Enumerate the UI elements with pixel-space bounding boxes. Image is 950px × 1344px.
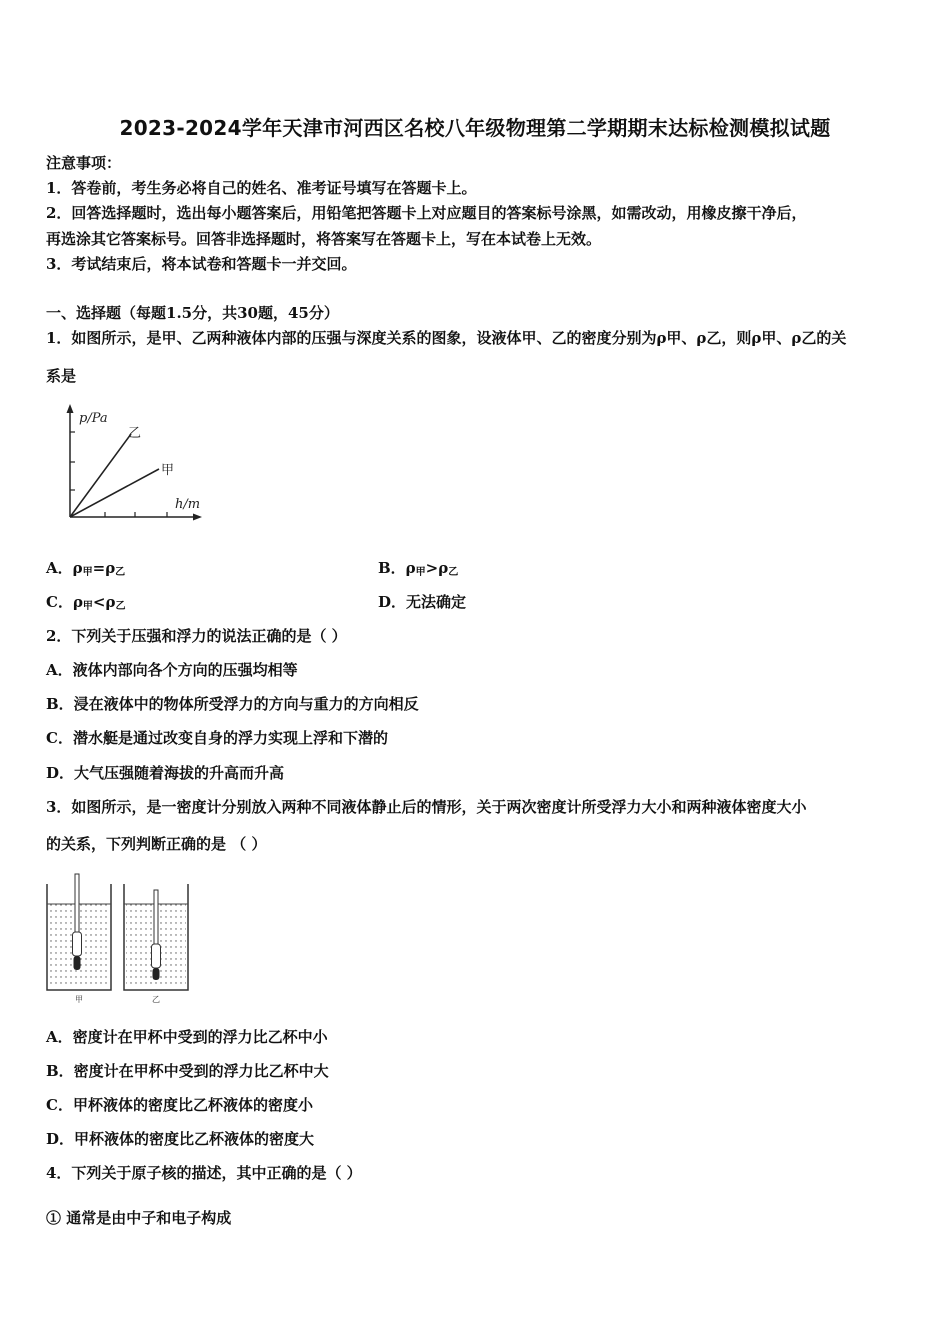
y-axis-arrow-icon xyxy=(67,404,74,413)
q1-option-d: D．无法确定 xyxy=(378,593,467,611)
beaker-yi xyxy=(124,884,188,990)
question-4-stem: 4．下列关于原子核的描述，其中正确的是（ ） xyxy=(46,1164,362,1182)
q1-option-b: B．ρ甲>ρ乙 xyxy=(378,559,459,578)
x-axis-label: h/m xyxy=(175,497,201,512)
line-yi-label: 乙 xyxy=(128,426,142,441)
notice-item: 再选涂其它答案标号。回答非选择题时，将答案写在答题卡上，写在本试卷上无效。 xyxy=(46,230,602,248)
question-3-stem: 3．如图所示，是一密度计分别放入两种不同液体静止后的情形，关于两次密度计所受浮力大小和两种液体密度大小 xyxy=(46,798,807,816)
page-title: 2023-2024学年天津市河西区名校八年级物理第二学期期末达标检测模拟试题 xyxy=(119,116,831,140)
line-yi xyxy=(70,434,131,517)
q4-item-1: ① 通常是由中子和电子构成 xyxy=(46,1209,232,1227)
q3-option-d: D．甲杯液体的密度比乙杯液体的密度大 xyxy=(46,1130,315,1148)
q1-option-c: C．ρ甲<ρ乙 xyxy=(46,593,126,612)
q2-option-c: C．潜水艇是通过改变自身的浮力实现上浮和下潜的 xyxy=(46,729,388,747)
y-axis-label: p/Pa xyxy=(79,411,108,426)
line-jia xyxy=(70,469,159,517)
section-heading: 一、选择题（每题1.5分，共30题，45分） xyxy=(46,304,339,322)
q2-option-d: D．大气压强随着海拔的升高而升高 xyxy=(46,764,285,782)
line-jia-label: 甲 xyxy=(161,463,175,478)
notice-item: 3．考试结束后，将本试卷和答题卡一并交回。 xyxy=(46,255,357,273)
question-2-stem: 2．下列关于压强和浮力的说法正确的是（ ） xyxy=(46,627,347,645)
question-1-stem: 1．如图所示，是甲、乙两种液体内部的压强与深度关系的图象，设液体甲、乙的密度分别为ρ甲、ρ乙，则ρ甲、ρ乙的关 xyxy=(46,329,847,347)
beaker-jia xyxy=(47,874,111,990)
notice-item: 2．回答选择题时，选出每小题答案后，用铅笔把答题卡上对应题目的答案标号涂黑，如需改动，用橡皮擦干净后， xyxy=(46,204,807,222)
q1-option-a: A．ρ甲=ρ乙 xyxy=(46,559,126,578)
q3-option-a: A．密度计在甲杯中受到的浮力比乙杯中小 xyxy=(46,1028,328,1046)
q2-option-a: A．液体内部向各个方向的压强均相等 xyxy=(46,661,298,679)
label-jia: 甲 xyxy=(75,995,83,1004)
q3-option-b: B．密度计在甲杯中受到的浮力比乙杯中大 xyxy=(46,1062,329,1080)
question-3-stem-cont: 的关系，下列判断正确的是 （ ） xyxy=(46,835,267,853)
question-1-stem-cont: 系是 xyxy=(46,367,77,385)
q2-option-b: B．浸在液体中的物体所受浮力的方向与重力的方向相反 xyxy=(46,695,419,713)
x-axis-arrow-icon xyxy=(193,514,202,521)
notice-item: 1．答卷前，考生务必将自己的姓名、准考证号填写在答题卡上。 xyxy=(46,179,477,197)
pressure-depth-graph xyxy=(55,400,215,525)
hydrometer-figure xyxy=(44,872,194,1004)
notice-heading: 注意事项： xyxy=(46,154,122,172)
label-yi: 乙 xyxy=(152,995,160,1004)
q3-option-c: C．甲杯液体的密度比乙杯液体的密度小 xyxy=(46,1096,313,1114)
